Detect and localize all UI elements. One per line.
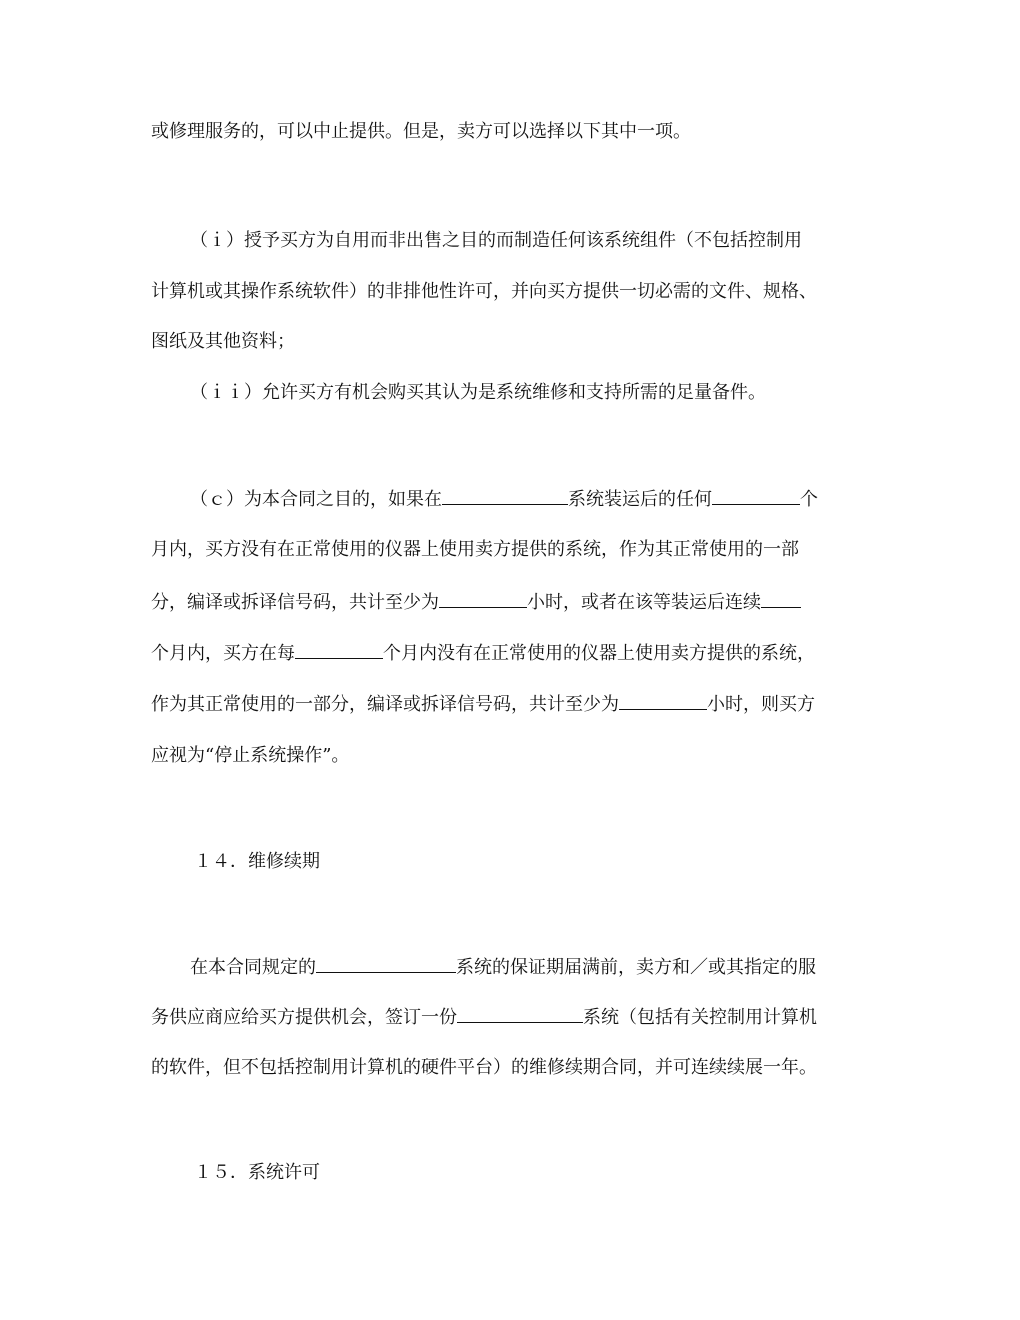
paragraph-line	[190, 380, 766, 406]
fill-in-blank[interactable]	[761, 589, 801, 608]
text: 计算机或其操作系统软件）的非排他性许可，并向买方提供一切必需的文件、规格、	[151, 281, 817, 302]
text: 系统的保证期届满前，卖方和／或其指定的服	[456, 957, 816, 978]
text: 个月内没有在正常使用的仪器上使用卖方提供的系统，	[383, 643, 815, 664]
paragraph-line	[151, 743, 349, 769]
paragraph-line	[151, 640, 815, 666]
text: 分，编译或拆译信号码，共计至少为	[151, 592, 439, 613]
text: （ｉ）授予买方为自用而非出售之目的而制造任何该系统组件（不包括控制用	[190, 230, 802, 251]
text: 个月内，买方在每	[151, 643, 295, 664]
text: （ｉｉ）允许买方有机会购买其认为是系统维修和支持所需的足量备件。	[190, 382, 766, 403]
fill-in-blank[interactable]	[457, 1004, 583, 1023]
text: 系统（包括有关控制用计算机	[583, 1007, 817, 1028]
paragraph-line	[151, 1004, 817, 1030]
fill-in-blank[interactable]	[619, 691, 707, 710]
text: 应视为“停止系统操作”。	[151, 745, 350, 766]
text: 作为其正常使用的一部分，编译或拆译信号码，共计至少为	[151, 694, 619, 715]
text: 系统装运后的任何	[568, 489, 712, 510]
text: 务供应商应给买方提供机会，签订一份	[151, 1007, 457, 1028]
paragraph-line	[151, 119, 691, 145]
fill-in-blank[interactable]	[439, 589, 527, 608]
text: （ｃ）为本合同之目的，如果在	[190, 489, 442, 510]
fill-in-blank[interactable]	[295, 640, 383, 659]
text: 小时，则买方	[707, 694, 815, 715]
text: 在本合同规定的	[190, 957, 316, 978]
text: 小时，或者在该等装运后连续	[527, 592, 761, 613]
paragraph-line	[190, 954, 816, 980]
text: 或修理服务的，可以中止提供。但是，卖方可以选择以下其中一项。	[151, 121, 691, 142]
paragraph-line	[190, 486, 818, 512]
paragraph-line	[151, 691, 815, 717]
text: 个	[800, 489, 818, 510]
fill-in-blank[interactable]	[712, 486, 800, 505]
paragraph-line	[151, 329, 295, 355]
fill-in-blank[interactable]	[316, 954, 456, 973]
heading-text: １５．系统许可	[194, 1162, 320, 1183]
paragraph-line	[151, 589, 801, 615]
text: 月内，买方没有在正常使用的仪器上使用卖方提供的系统，作为其正常使用的一部	[151, 539, 799, 560]
paragraph-line	[151, 1055, 817, 1081]
paragraph-line	[151, 537, 799, 563]
section-heading-14	[194, 849, 320, 875]
text: 的软件，但不包括控制用计算机的硬件平台）的维修续期合同，并可连续续展一年。	[151, 1057, 817, 1078]
section-heading-15	[194, 1160, 320, 1186]
heading-text: １４．维修续期	[194, 851, 320, 872]
fill-in-blank[interactable]	[442, 486, 568, 505]
paragraph-line	[151, 279, 817, 305]
paragraph-line	[190, 228, 802, 254]
text: 图纸及其他资料；	[151, 331, 295, 352]
